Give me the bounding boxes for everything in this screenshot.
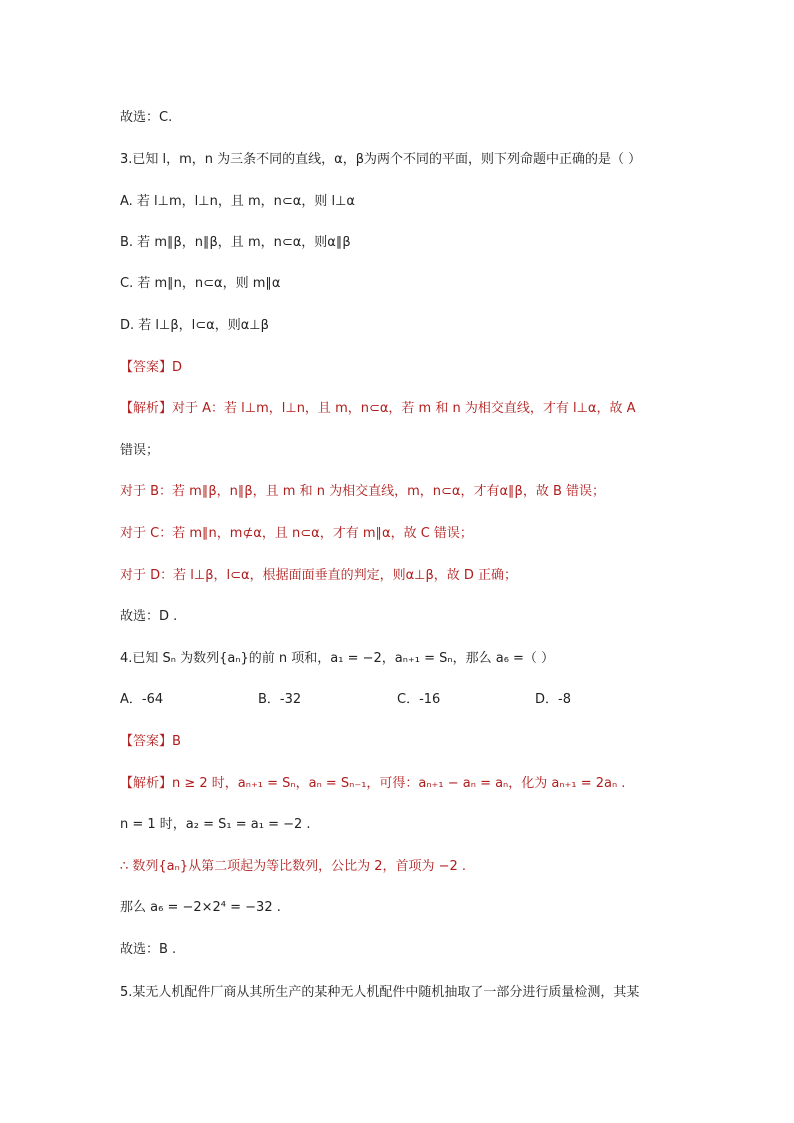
question-4-analysis-2: n = 1 时，a₂ = S₁ = a₁ = −2 . bbox=[120, 817, 311, 832]
question-3-analysis-3: 对于 B：若 m∥β，n∥β，且 m 和 n 为相交直线，m，n⊂α，才有α∥β，故 B 错误； bbox=[120, 484, 606, 499]
question-3-stem: 3.已知 l，m，n 为三条不同的直线，α，β为两个不同的平面，则下列命题中正确的是（ ） bbox=[120, 152, 642, 167]
question-3-analysis-1: 【解析】对于 A：若 l⊥m，l⊥n，且 m，n⊂α，若 m 和 n 为相交直线，才有 l⊥α，故 A bbox=[120, 401, 636, 416]
question-4-option-c: C．-16 bbox=[397, 692, 441, 707]
question-4-option-b: B．-32 bbox=[258, 692, 302, 707]
question-4-option-d: D．-8 bbox=[535, 692, 571, 707]
question-4-stem: 4.已知 Sₙ 为数列{aₙ}的前 n 项和，a₁ = −2，aₙ₊₁ = Sₙ，那么 a₆ =（ ） bbox=[120, 651, 555, 666]
question-4-conclusion: 故选：B . bbox=[120, 942, 177, 957]
question-4-analysis-3: ∴ 数列{aₙ}从第二项起为等比数列，公比为 2，首项为 −2 . bbox=[120, 859, 467, 874]
question-3-analysis-4: 对于 C：若 m∥n，m⊄α，且 n⊂α，才有 m∥α，故 C 错误； bbox=[120, 526, 473, 541]
question-3-option-d: D. 若 l⊥β，l⊂α，则α⊥β bbox=[120, 318, 269, 333]
question-3-option-b: B. 若 m∥β，n∥β，且 m，n⊂α，则α∥β bbox=[120, 235, 351, 250]
question-5-stem: 5.某无人机配件厂商从其所生产的某种无人机配件中随机抽取了一部分进行质量检测，其某 bbox=[120, 985, 640, 1000]
question-3-option-a: A. 若 l⊥m，l⊥n，且 m，n⊂α，则 l⊥α bbox=[120, 194, 355, 209]
question-4-answer: 【答案】B bbox=[120, 734, 181, 749]
text-line-1: 故选：C. bbox=[120, 110, 173, 125]
question-3-analysis-5: 对于 D：若 l⊥β，l⊂α，根据面面垂直的判定，则α⊥β，故 D 正确； bbox=[120, 568, 518, 583]
question-3-answer: 【答案】D bbox=[120, 360, 183, 375]
question-3-option-c: C. 若 m∥n，n⊂α，则 m∥α bbox=[120, 276, 281, 291]
question-4-option-a: A．-64 bbox=[120, 692, 164, 707]
question-3-conclusion: 故选：D . bbox=[120, 609, 178, 624]
question-3-analysis-2: 错误； bbox=[120, 443, 160, 458]
question-4-options bbox=[120, 691, 571, 709]
question-4-analysis-1: 【解析】n ≥ 2 时，aₙ₊₁ = Sₙ，aₙ = Sₙ₋₁，可得：aₙ₊₁ − aₙ = aₙ，化为 aₙ₊₁ = 2aₙ . bbox=[120, 776, 626, 791]
question-4-analysis-4: 那么 a₆ = −2×2⁴ = −32 . bbox=[120, 900, 281, 915]
